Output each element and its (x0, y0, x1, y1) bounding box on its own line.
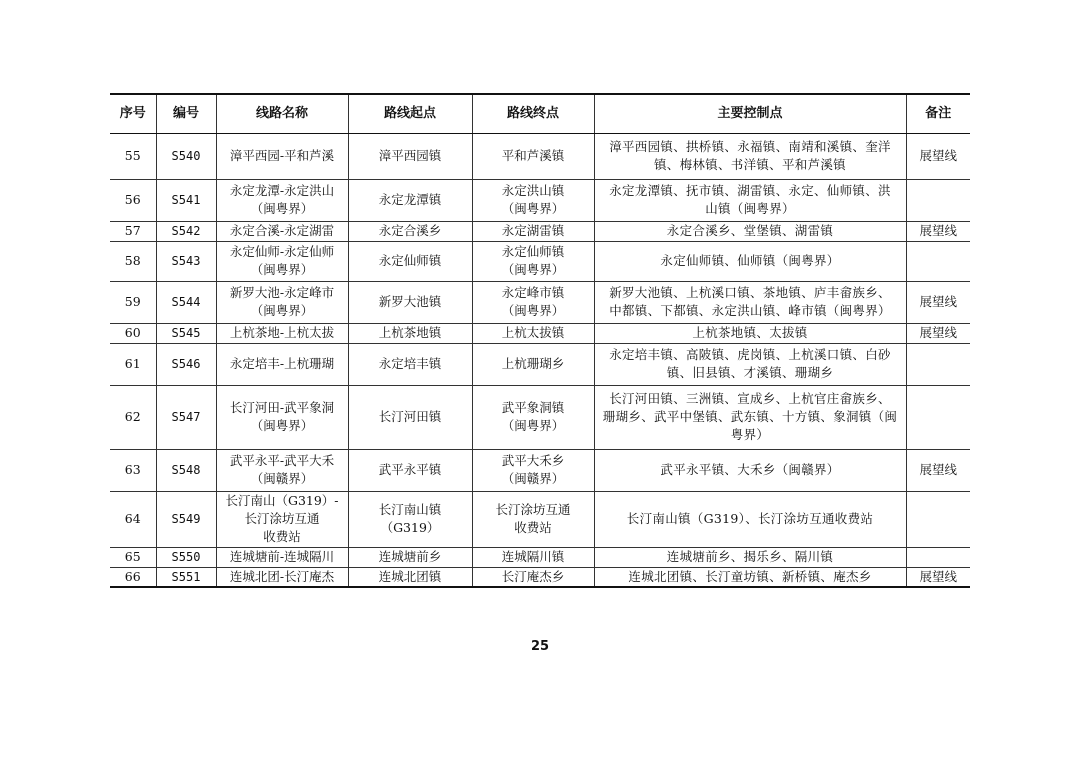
cell-end-point (472, 133, 594, 179)
page-number: 25 (530, 639, 550, 654)
cell-end-point-line: （闽粤界） (501, 418, 565, 433)
cell-route-name (216, 133, 348, 179)
cell-remarks (906, 385, 970, 449)
cell-end-point (472, 547, 594, 567)
cell-start-point (348, 323, 472, 343)
cell-code: S542 (156, 221, 216, 241)
cell-code: S548 (156, 449, 216, 491)
cell-control-points-line: 长汀河田镇、三洲镇、宣成乡、上杭官庄畲族乡、 (609, 391, 891, 406)
cell-code: S547 (156, 385, 216, 449)
cell-route-name (216, 241, 348, 281)
cell-end-point (472, 449, 594, 491)
cell-start-point (348, 281, 472, 323)
cell-serial: 55 (110, 133, 156, 179)
cell-code: S543 (156, 241, 216, 281)
cell-end-point-line: （闽粤界） (501, 303, 565, 318)
cell-control-points (594, 449, 906, 491)
cell-code: S540 (156, 133, 216, 179)
cell-remarks (906, 241, 970, 281)
cell-route-name (216, 179, 348, 221)
cell-route-name (216, 567, 348, 587)
cell-remarks: 展望线 (906, 133, 970, 179)
cell-start-point (348, 449, 472, 491)
cell-serial: 64 (110, 491, 156, 547)
header-code: 编号 (156, 94, 216, 133)
cell-start-point-line: 上杭茶地镇 (378, 325, 442, 340)
cell-route-name-line: （闽粤界） (250, 201, 314, 216)
cell-route-name-line: 连城塘前-连城隔川 (229, 549, 335, 564)
table-body (110, 133, 970, 587)
cell-route-name (216, 449, 348, 491)
cell-control-points-line: 永定龙潭镇、抚市镇、湖雷镇、永定、仙师镇、洪 (609, 183, 891, 198)
header-route-name: 线路名称 (216, 94, 348, 133)
table-row (110, 343, 970, 385)
header-remarks: 备注 (906, 94, 970, 133)
header-end-point: 路线终点 (472, 94, 594, 133)
header-control-points: 主要控制点 (594, 94, 906, 133)
cell-end-point-line: 上杭珊瑚乡 (501, 356, 565, 371)
cell-serial: 61 (110, 343, 156, 385)
cell-control-points-line: 漳平西园镇、拱桥镇、永福镇、南靖和溪镇、奎洋 (609, 139, 891, 154)
cell-start-point (348, 343, 472, 385)
cell-start-point (348, 241, 472, 281)
cell-remarks: 展望线 (906, 567, 970, 587)
cell-end-point-line: 上杭太拔镇 (501, 325, 565, 340)
cell-control-points-line: 永定合溪乡、堂堡镇、湖雷镇 (666, 223, 834, 238)
cell-end-point (472, 567, 594, 587)
cell-route-name (216, 221, 348, 241)
cell-control-points (594, 343, 906, 385)
cell-serial: 63 (110, 449, 156, 491)
cell-route-name-line: 连城北团-长汀庵杰 (229, 568, 335, 584)
cell-control-points (594, 567, 906, 587)
cell-start-point (348, 133, 472, 179)
table-row (110, 221, 970, 241)
cell-route-name-line: （闽赣界） (250, 471, 314, 486)
cell-remarks: 展望线 (906, 323, 970, 343)
cell-remarks: 展望线 (906, 281, 970, 323)
cell-end-point-line: （闽粤界） (501, 262, 565, 277)
cell-code: S545 (156, 323, 216, 343)
cell-end-point-line: 武平象洞镇 (501, 400, 565, 415)
cell-end-point-line: （闽赣界） (501, 471, 565, 486)
cell-serial: 56 (110, 179, 156, 221)
cell-control-points-line: 连城北团镇、长汀童坊镇、新桥镇、庵杰乡 (628, 568, 872, 584)
table-row (110, 449, 970, 491)
cell-route-name (216, 547, 348, 567)
cell-end-point-line: 永定洪山镇 (501, 183, 565, 198)
cell-control-points (594, 547, 906, 567)
cell-remarks (906, 491, 970, 547)
cell-end-point-line: 长汀庵杰乡 (501, 568, 565, 584)
cell-control-points (594, 221, 906, 241)
table-header-row (110, 94, 970, 133)
cell-code: S546 (156, 343, 216, 385)
cell-control-points (594, 491, 906, 547)
cell-control-points-line: 中都镇、下都镇、永定洪山镇、峰市镇（闽粤界） (609, 303, 891, 318)
cell-start-point-line: 漳平西园镇 (378, 148, 442, 163)
cell-control-points-line: 珊瑚乡、武平中堡镇、武东镇、十方镇、象洞镇（闽 (602, 409, 898, 424)
cell-route-name-line: 新罗大池-永定峰市 (229, 285, 335, 300)
cell-control-points-line: 粤界） (730, 427, 770, 442)
cell-remarks: 展望线 (906, 449, 970, 491)
cell-remarks (906, 547, 970, 567)
cell-end-point (472, 343, 594, 385)
cell-route-name-line: 武平永平-武平大禾 (229, 453, 335, 468)
cell-end-point (472, 491, 594, 547)
cell-serial: 65 (110, 547, 156, 567)
cell-end-point (472, 323, 594, 343)
cell-serial: 66 (110, 567, 156, 587)
cell-control-points-line: 武平永平镇、大禾乡（闽赣界） (660, 462, 840, 477)
table-row (110, 385, 970, 449)
cell-control-points (594, 323, 906, 343)
header-serial: 序号 (110, 94, 156, 133)
cell-control-points-line: 山镇（闽粤界） (705, 201, 795, 216)
cell-code: S541 (156, 179, 216, 221)
cell-control-points-line: 镇、梅林镇、书洋镇、平和芦溪镇 (653, 157, 846, 172)
cell-control-points (594, 241, 906, 281)
table-row (110, 179, 970, 221)
cell-control-points-line: 永定仙师镇、仙师镇（闽粤界） (660, 253, 840, 268)
table-row (110, 133, 970, 179)
cell-route-name (216, 385, 348, 449)
cell-end-point (472, 179, 594, 221)
cell-serial: 59 (110, 281, 156, 323)
table-row (110, 281, 970, 323)
cell-start-point-line: 长汀南山镇（G319） (378, 502, 442, 535)
cell-start-point (348, 567, 472, 587)
cell-serial: 62 (110, 385, 156, 449)
cell-code: S549 (156, 491, 216, 547)
cell-start-point-line: 连城塘前乡 (378, 549, 442, 564)
cell-end-point-line: 永定仙师镇 (501, 244, 565, 259)
cell-control-points-line: 连城塘前乡、揭乐乡、隔川镇 (666, 549, 834, 564)
cell-route-name-line: （闽粤界） (250, 418, 314, 433)
cell-start-point (348, 385, 472, 449)
table-row (110, 547, 970, 567)
cell-control-points-line: 新罗大池镇、上杭溪口镇、茶地镇、庐丰畲族乡、 (609, 285, 891, 300)
cell-end-point (472, 241, 594, 281)
table-row (110, 323, 970, 343)
cell-start-point-line: 永定合溪乡 (378, 223, 442, 238)
cell-remarks (906, 343, 970, 385)
cell-start-point-line: 武平永平镇 (378, 462, 442, 477)
cell-start-point (348, 491, 472, 547)
cell-route-name-line: 永定仙师-永定仙师 (229, 244, 335, 259)
cell-control-points-line: 上杭茶地镇、太拔镇 (692, 325, 808, 340)
cell-end-point-line: （闽粤界） (501, 201, 565, 216)
cell-route-name-line: 永定合溪-永定湖雷 (229, 223, 335, 238)
cell-route-name (216, 343, 348, 385)
cell-control-points (594, 281, 906, 323)
cell-route-name-line: 上杭茶地-上杭太拔 (229, 325, 335, 340)
cell-end-point-line: 永定湖雷镇 (501, 223, 565, 238)
cell-route-name-line: 长汀南山（G319）- (225, 493, 339, 508)
cell-start-point-line: 永定培丰镇 (378, 356, 442, 371)
cell-end-point (472, 385, 594, 449)
cell-end-point-line: 武平大禾乡 (501, 453, 565, 468)
cell-start-point-line: 长汀河田镇 (378, 409, 442, 424)
cell-serial: 57 (110, 221, 156, 241)
header-start-point: 路线起点 (348, 94, 472, 133)
cell-start-point-line: 永定仙师镇 (378, 253, 442, 268)
cell-route-name-line: 长汀河田-武平象洞 (229, 400, 335, 415)
cell-route-name (216, 281, 348, 323)
cell-control-points (594, 179, 906, 221)
cell-route-name-line: 长汀涂坊互通 (244, 511, 320, 526)
cell-end-point-line: 长汀涂坊互通 (495, 502, 571, 517)
cell-end-point (472, 221, 594, 241)
cell-control-points-line: 永定培丰镇、高陂镇、虎岗镇、上杭溪口镇、白砂 (609, 347, 891, 362)
table-row (110, 491, 970, 547)
cell-route-name-line: 永定龙潭-永定洪山 (229, 183, 335, 198)
cell-route-name-line: （闽粤界） (250, 303, 314, 318)
cell-start-point-line: 永定龙潭镇 (378, 192, 442, 207)
cell-end-point-line: 收费站 (514, 520, 552, 535)
cell-start-point-line: 连城北团镇 (378, 568, 442, 584)
cell-start-point-line: 新罗大池镇 (378, 294, 442, 309)
cell-control-points-line: 镇、旧县镇、才溪镇、珊瑚乡 (666, 365, 834, 380)
cell-end-point-line: 连城隔川镇 (501, 549, 565, 564)
cell-end-point-line: 永定峰市镇 (501, 285, 565, 300)
cell-start-point (348, 179, 472, 221)
route-table (110, 93, 970, 588)
cell-control-points (594, 133, 906, 179)
cell-remarks: 展望线 (906, 221, 970, 241)
cell-route-name (216, 323, 348, 343)
cell-route-name (216, 491, 348, 547)
cell-control-points-line: 长汀南山镇（G319）、长汀涂坊互通收费站 (626, 511, 874, 526)
cell-control-points (594, 385, 906, 449)
cell-serial: 58 (110, 241, 156, 281)
cell-remarks (906, 179, 970, 221)
cell-start-point (348, 221, 472, 241)
cell-serial: 60 (110, 323, 156, 343)
table-row (110, 241, 970, 281)
cell-start-point (348, 547, 472, 567)
cell-route-name-line: （闽粤界） (250, 262, 314, 277)
cell-code: S550 (156, 547, 216, 567)
cell-route-name-line: 永定培丰-上杭珊瑚 (229, 356, 335, 371)
cell-code: S544 (156, 281, 216, 323)
cell-end-point-line: 平和芦溪镇 (501, 148, 565, 163)
cell-route-name-line: 漳平西园-平和芦溪 (229, 148, 335, 163)
cell-route-name-line: 收费站 (263, 529, 301, 544)
cell-end-point (472, 281, 594, 323)
cell-code: S551 (156, 567, 216, 587)
table-row (110, 567, 970, 587)
